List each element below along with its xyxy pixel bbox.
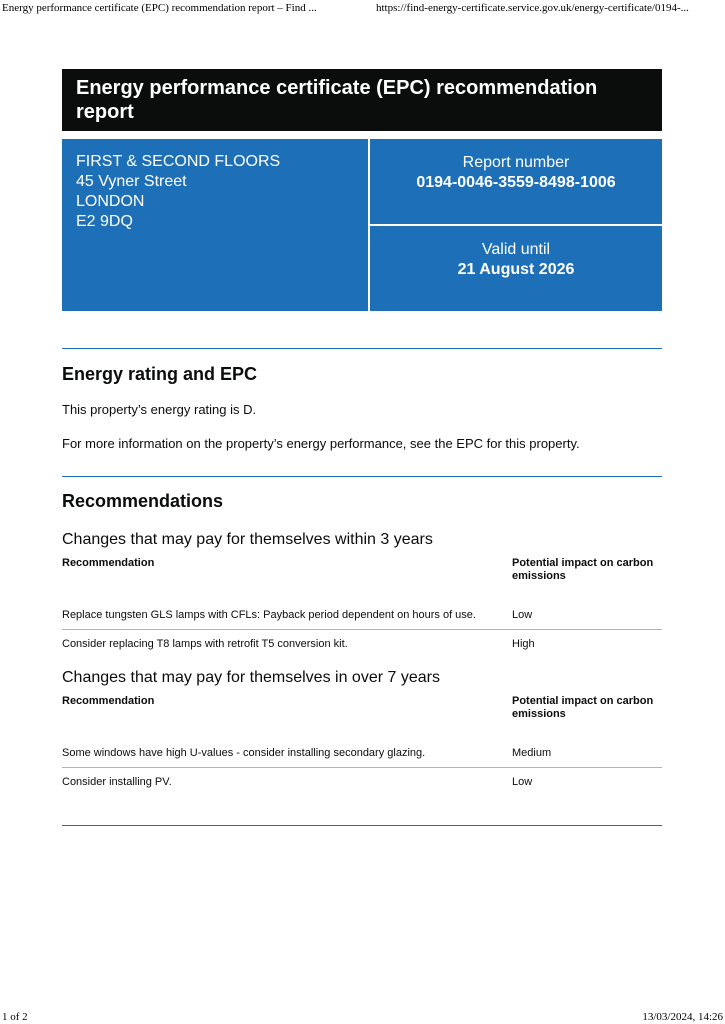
impact-value: Low [512, 601, 662, 630]
recommendations-heading: Recommendations [62, 491, 224, 511]
print-datetime: 13/03/2024, 14:26 [642, 1011, 723, 1023]
address-line-2: 45 Vyner Street [76, 173, 187, 190]
valid-until-label: Valid until [481, 241, 551, 258]
address-box [62, 139, 368, 311]
table-row [62, 630, 662, 659]
print-header-title: Energy performance certificate (EPC) recommendation report – Find ... [2, 2, 317, 14]
impact-value: Medium [512, 739, 662, 768]
recommendation-text: Replace tungsten GLS lamps with CFLs: Payback period dependent on hours of use. [62, 601, 512, 630]
recommendation-text: Consider replacing T8 lamps with retrofit T5 conversion kit. [62, 638, 348, 650]
address-line-3: LONDON [76, 193, 145, 210]
table-header-row [62, 695, 662, 739]
table-row [62, 768, 662, 797]
section-divider [62, 476, 662, 477]
table-row [62, 739, 662, 768]
table-header-row [62, 557, 662, 601]
column-header-recommendation: Recommendation [62, 557, 155, 569]
main-content [62, 69, 662, 826]
recommendation-text: Consider installing PV. [62, 776, 172, 788]
report-number-value: 0194-0046-3559-8498-1006 [416, 174, 616, 191]
page-title: Energy performance certificate (EPC) recommendation report [62, 69, 662, 131]
energy-rating-heading: Energy rating and EPC [62, 364, 258, 384]
valid-until-date: 21 August 2026 [457, 261, 575, 278]
section-divider [62, 825, 662, 826]
energy-rating-more-info: For more information on the property’s energy performance, see the EPC for this property. [62, 436, 580, 451]
recommendation-group-1-heading: Changes that may pay for themselves within 3 years [62, 531, 433, 548]
summary-panel [62, 139, 662, 311]
impact-value: High [512, 638, 535, 650]
column-header-impact: Potential impact on carbon emissions [512, 557, 654, 582]
column-header-recommendation: Recommendation [62, 695, 155, 707]
recommendations-table-2 [62, 695, 662, 796]
report-number-label: Report number [462, 154, 570, 171]
table-row [62, 601, 662, 630]
address-line-1: FIRST & SECOND FLOORS [76, 153, 281, 170]
page-number: 1 of 2 [2, 1011, 28, 1023]
column-header-impact: Potential impact on carbon emissions [512, 695, 654, 720]
impact-value: Low [512, 776, 533, 788]
recommendation-group-2-heading: Changes that may pay for themselves in over 7 years [62, 669, 440, 686]
print-header-url: https://find-energy-certificate.service.gov.uk/energy-certificate/0194-... [376, 2, 689, 14]
recommendation-text: Some windows have high U-values - consider installing secondary glazing. [62, 739, 512, 768]
print-header [0, 0, 725, 16]
report-number-box [370, 139, 662, 224]
energy-rating-text: This property’s energy rating is D. [62, 402, 257, 417]
section-divider [62, 348, 662, 349]
print-footer [0, 1011, 725, 1024]
recommendations-table-1 [62, 557, 662, 658]
valid-until-box [370, 226, 662, 311]
address-postcode: E2 9DQ [76, 213, 133, 230]
